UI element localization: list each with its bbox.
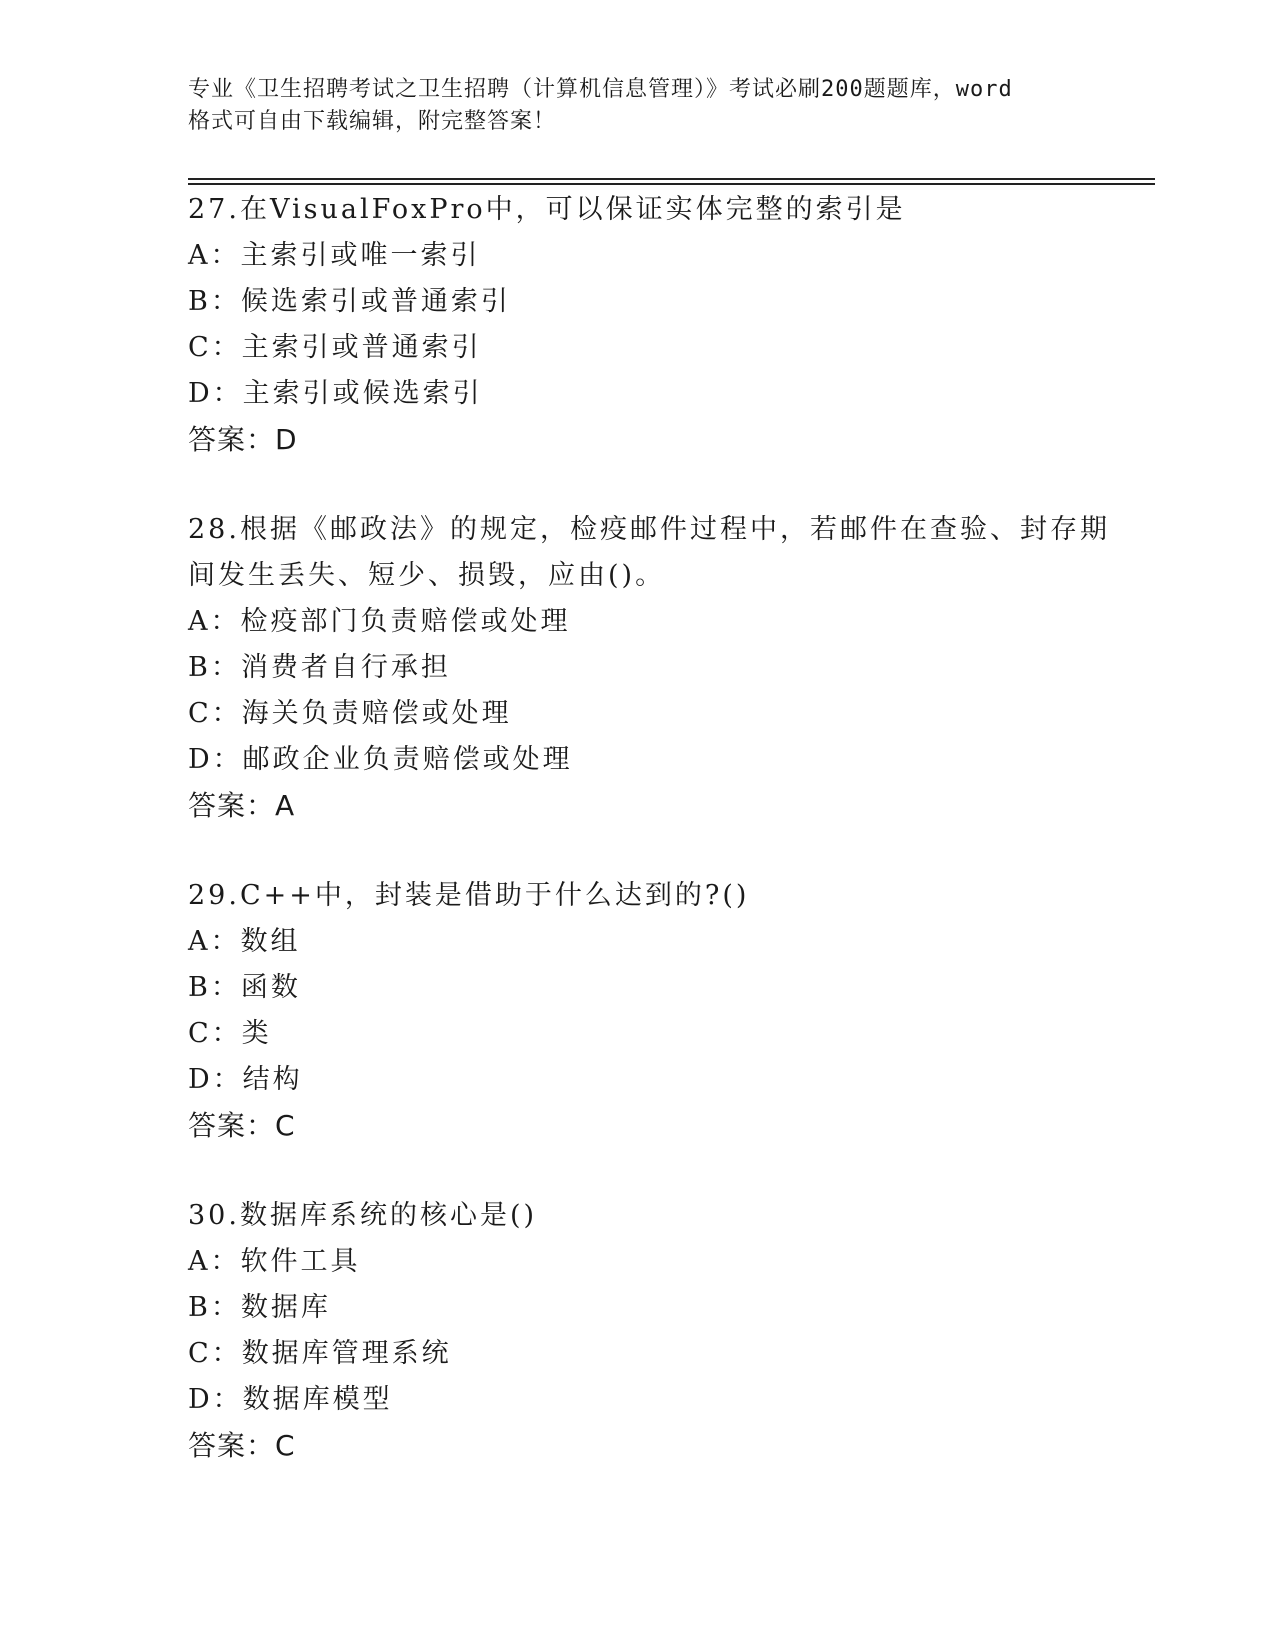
question-stem: 30.数据库系统的核心是() <box>188 1200 538 1231</box>
option-c: C：类 <box>188 1018 272 1049</box>
answer: 答案：C <box>188 1109 296 1142</box>
header-divider-bottom <box>188 183 1155 185</box>
option-c: C：数据库管理系统 <box>188 1338 452 1369</box>
option-d: D：邮政企业负责赔偿或处理 <box>188 744 573 775</box>
question-29 <box>188 873 1148 1149</box>
answer: 答案：C <box>188 1429 296 1462</box>
question-stem: 27.在VisualFoxPro中，可以保证实体完整的索引是 <box>188 194 906 225</box>
question-28 <box>188 507 1148 829</box>
option-a: A：检疫部门负责赔偿或处理 <box>188 606 571 637</box>
question-30 <box>188 1193 1148 1469</box>
document-header <box>188 74 1088 138</box>
option-c: C：海关负责赔偿或处理 <box>188 698 512 729</box>
header-line-2: 格式可自由下载编辑，附完整答案！ <box>188 109 557 134</box>
header-line-1: 专业《卫生招聘考试之卫生招聘（计算机信息管理）》考试必刷200题题库，word <box>188 77 1013 102</box>
option-a: A：软件工具 <box>188 1246 361 1277</box>
answer: 答案：A <box>188 789 296 822</box>
option-b: B：数据库 <box>188 1292 331 1323</box>
header-divider-top <box>188 178 1155 180</box>
option-a: A：数组 <box>188 926 301 957</box>
option-b: B：候选索引或普通索引 <box>188 286 511 317</box>
question-27 <box>188 187 1148 463</box>
question-stem: 29.C++中，封装是借助于什么达到的?() <box>188 880 750 911</box>
option-d: D：数据库模型 <box>188 1384 393 1415</box>
answer: 答案：D <box>188 423 298 456</box>
option-d: D：结构 <box>188 1064 303 1095</box>
option-d: D：主索引或候选索引 <box>188 378 483 409</box>
question-stem-continued: 间发生丢失、短少、损毁，应由()。 <box>188 560 666 591</box>
question-list <box>188 187 1148 1469</box>
option-a: A：主索引或唯一索引 <box>188 240 481 271</box>
option-b: B：消费者自行承担 <box>188 652 451 683</box>
option-c: C：主索引或普通索引 <box>188 332 482 363</box>
option-b: B：函数 <box>188 972 301 1003</box>
question-stem: 28.根据《邮政法》的规定，检疫邮件过程中，若邮件在查验、封存期 <box>188 514 1110 545</box>
